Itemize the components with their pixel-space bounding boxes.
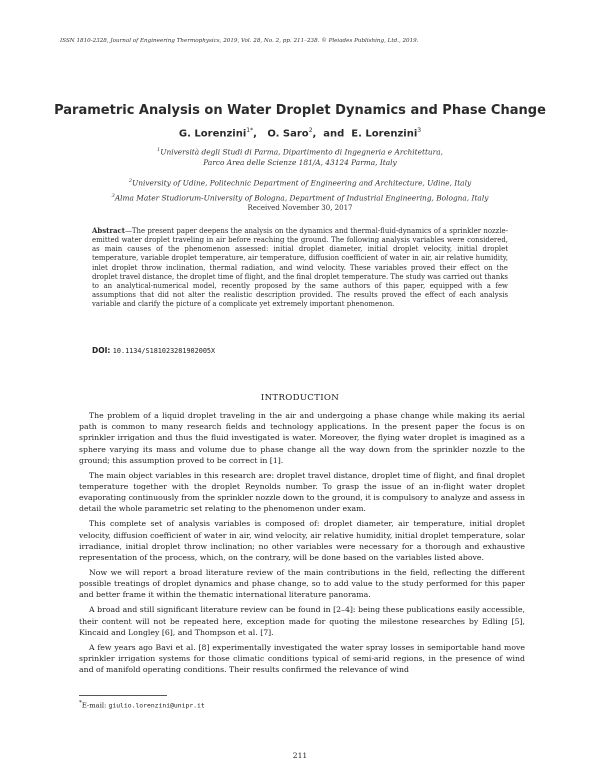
body-text — [79, 410, 525, 679]
author-list — [0, 127, 600, 139]
journal-citation-line: ISSN 1810-2328, Journal of Engineering Thermophysics, 2019, Vol. 28, No. 2, pp. 211–238. © Pleiades Publishing, Ltd., 2019. — [60, 38, 419, 44]
received-date: Received November 30, 2017 — [247, 204, 353, 212]
doi-line — [92, 346, 215, 355]
doi-link[interactable]: 10.1134/S181023281902005X — [112, 347, 216, 355]
affiliation-3 — [0, 191, 600, 203]
affiliation-marker: 1 — [157, 147, 161, 153]
paragraph: Now we will report a broad literature review of the main contributions in the field, reflecting the different possible treatings of droplet dynamics and phase change, so to add value to the study performed for this paper and better frame it within the thematic international literature panorama. — [79, 568, 525, 600]
abstract — [92, 226, 508, 309]
paragraph: A few years ago Bavi et al. [8] experimentally investigated the water spray losses in semiportable hand move sprinkler irrigation systems for those climatic conditions typical of semi-arid regions, in the presence of wind and of manifold operating conditions. Their results confirmed the relevance of wind — [79, 642, 525, 675]
author-superscript: 3 — [417, 127, 422, 134]
paragraph: This complete set of analysis variables is composed of: droplet diameter, air temperature, initial droplet velocity, diffusion coefficient of water in air, wind velocity, air relative humidity, initial droplet temperature, solar irradiance, initial droplet throw inclination; no other variables were necessary for a thorough and exhaustive representation of the process, which, on the contrary, will be done based on the variables listed above. — [79, 519, 525, 563]
affiliation-text: University of Udine, Politechnic Department of Engineering and Architecture, Udine, Italy — [132, 178, 472, 188]
paper-title: Parametric Analysis on Water Droplet Dynamics and Phase Change — [54, 103, 546, 118]
affiliation-marker: 3 — [111, 193, 115, 199]
affiliation-text: Alma Mater Studiorum-University of Bologna, Department of Industrial Engineering, Bologna, Italy — [114, 193, 489, 203]
author-name: O. Saro — [267, 128, 309, 140]
paragraph: A broad and still significant literature review can be found in [2–4]: being these publications easily accessible, their content will not be repeated here, exception made for quoting the milestone researches by Edling [5], Kincaid and Longley [6], and Thompson et al. [7]. — [79, 605, 525, 637]
footnote — [79, 700, 205, 709]
author-separator: , — [253, 128, 268, 140]
affiliation-1 — [0, 145, 600, 168]
doi-label: DOI: — [92, 346, 111, 355]
footnote-label: E-mail: — [81, 701, 109, 710]
paragraph: The problem of a liquid droplet traveling in the air and undergoing a phase change while making its aerial path is common to many research fields and technology applications. In the present paper the focus is on sprinkler irrigation and thus the fluid investigated is water. Moreover, the flying water droplet is imagined as a sphere varying its mass and volume due to phase change all the way down from the sprinkler nozzle to the ground; this assumption proved to be correct in [1]. — [79, 411, 525, 465]
affiliation-2 — [0, 176, 600, 188]
abstract-text: The present paper deepens the analysis on the dynamics and thermal-fluid-dynamics of a sprinkler nozzle-emitted water droplet traveling in air before reaching the ground. The following analysis variables were considered, as main causes of the phenomenon assessed: initial droplet diameter, initial droplet velocity, initial droplet temperature, variable droplet temperature, air temperature, diffusion coefficient of water in air, air relative humidity, inlet droplet throw inclination, thermal radiation, and wind velocity. These variables proved their effect on the droplet travel distance, the droplet time of flight, and the final droplet temperature. The study was carried out thanks to an analytical-numerical model, recently proposed by the same authors of this paper, equipped with a few assumptions that did not alter the realistic description provided. The results proved the effect of each analysis variable and clarify the picture of a complicate yet extremely important phenomenon. — [92, 227, 508, 309]
affiliation-marker: 2 — [128, 178, 133, 184]
footnote-marker: * — [79, 700, 82, 706]
page-number: 211 — [292, 751, 308, 760]
affiliation-text: Parco Area delle Scienze 181/A, 43124 Parma, Italy — [203, 158, 397, 168]
author-superscript: 2 — [308, 127, 313, 134]
section-heading: INTRODUCTION — [260, 393, 340, 403]
author-name: E. Lorenzini — [351, 128, 418, 140]
author-separator: , and — [312, 128, 352, 140]
footnote-divider — [79, 695, 167, 696]
affiliation-text: Università degli Studi di Parma, Dipartimento di Ingegneria e Architettura, — [160, 147, 443, 157]
abstract-label: Abstract — [92, 226, 125, 235]
author-superscript: 1* — [246, 127, 254, 134]
abstract-dash: — — [124, 227, 132, 235]
paragraph: The main object variables in this research are: droplet travel distance, droplet time of flight, and final droplet temperature together with the droplet Reynolds number. To grasp the issue of an in-flight water droplet evaporating continuously from the sprinkler nozzle down to the ground, it is compulsory to analyze and assess in detail the whole parametric set relating to the phenomenon under exam. — [79, 470, 525, 514]
email-link[interactable]: giulio.lorenzini@unipr.it — [108, 701, 205, 710]
author-name: G. Lorenzini — [178, 128, 247, 140]
